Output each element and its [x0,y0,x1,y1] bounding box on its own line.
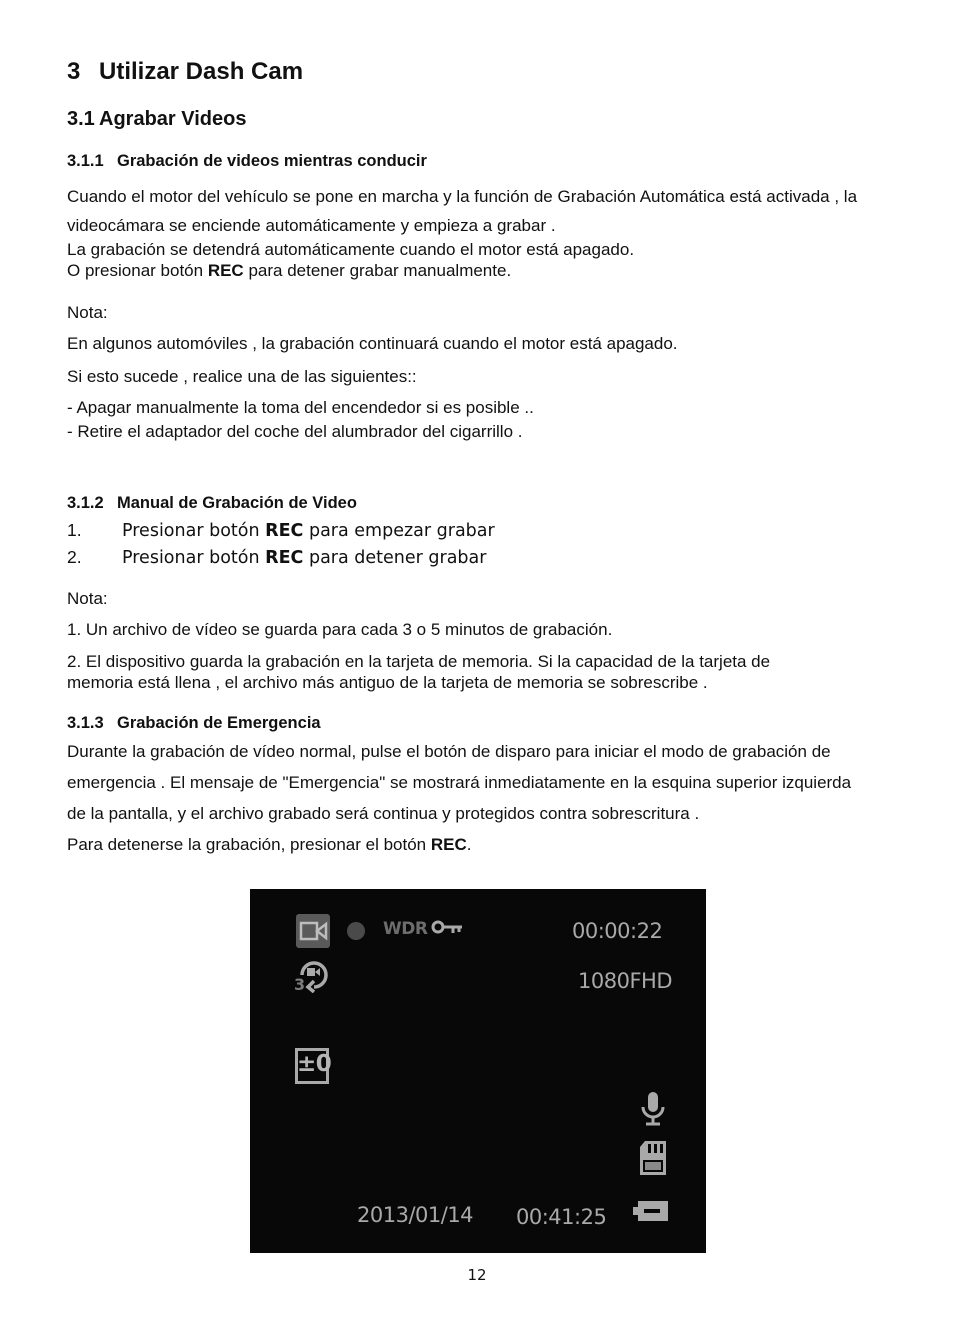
record-dot-icon [346,921,366,941]
dashcam-screen-figure [250,889,706,1253]
note-line: 1. Un archivo de vídeo se guarda para cada 3 o 5 minutos de grabación. [67,620,613,639]
paragraph-line [67,261,511,281]
section-heading [67,108,246,131]
rec-keyword: REC [207,261,244,280]
text-fragment: para detener grabar manualmente. [243,261,512,280]
section-title: Agrabar Videos [99,108,247,130]
battery-icon [632,1199,670,1223]
video-mode-icon [295,913,331,949]
note-line: memoria está llena , el archivo más antiguo de la tarjeta de memoria se sobrescribe . [67,673,708,692]
date-stamp: 2013/01/14 [357,1203,474,1227]
subsection-title: Manual de Grabación de Video [117,494,357,512]
paragraph-line: emergencia . El mensaje de "Emergencia" se mostrará inmediatamente en la esquina superior izquierda [67,773,852,792]
note-label: Nota: [67,303,108,322]
page-number: 12 [467,1266,487,1284]
note-line: 2. El dispositivo guarda la grabación en la tarjeta de memoria. Si la capacidad de la tarjeta de [67,652,771,671]
subsection-heading-2 [67,494,357,513]
text-fragment: Para detenerse la grabación, presionar el botón [67,835,431,854]
paragraph-line: de la pantalla, y el archivo grabado será continua y protegidos contra sobrescritura . [67,804,700,823]
paragraph-line: Cuando el motor del vehículo se pone en marcha y la función de Grabación Automática está activada , la [67,187,858,206]
subsection-title: Grabación de Emergencia [117,714,321,732]
step-item [67,547,486,568]
chapter-title: Utilizar Dash Cam [99,58,304,85]
wdr-icon: WDR [383,919,428,939]
note-line: En algunos automóviles , la grabación continuará cuando el motor está apagado. [67,334,678,353]
note-line: Si esto sucede , realice una de las siguientes:: [67,367,417,386]
note-line: - Retire el adaptador del coche del alumbrador del cigarrillo . [67,422,523,441]
subsection-number: 3.1.2 [67,494,104,512]
text-fragment: Presionar botón [122,521,266,541]
rec-keyword: REC [430,835,467,854]
text-fragment: O presionar botón [67,261,208,280]
elapsed-time: 00:00:22 [572,919,663,943]
sd-card-icon [638,1140,668,1176]
step-number: 1. [67,520,82,540]
clock-stamp: 00:41:25 [516,1205,607,1229]
subsection-title: Grabación de videos mientras conducir [117,152,427,170]
microphone-icon [640,1091,666,1127]
rec-keyword: REC [265,521,304,541]
paragraph-line: Durante la grabación de vídeo normal, pulse el botón de disparo para iniciar el modo de grabación de [67,742,831,761]
step-number: 2. [67,547,82,567]
paragraph-line [67,835,472,855]
exposure-value: ±0 [297,1051,332,1077]
section-number: 3.1 [67,108,95,130]
note-label: Nota: [67,589,108,608]
text-fragment: para empezar grabar [303,521,495,541]
key-lock-icon [431,919,465,937]
resolution-label: 1080FHD [578,969,672,993]
text-fragment: para detener grabar [303,548,487,568]
paragraph-line: videocámara se enciende automáticamente y empieza a grabar . [67,216,556,235]
rec-keyword: REC [265,548,304,568]
paragraph-line: La grabación se detendrá automáticamente cuando el motor está apagado. [67,240,635,259]
note-line: - Apagar manualmente la toma del encendedor si es posible .. [67,398,534,417]
chapter-number: 3 [67,58,81,85]
subsection-number: 3.1.1 [67,152,104,170]
subsection-heading-3 [67,714,321,733]
chapter-heading [67,58,303,86]
text-fragment: Presionar botón [122,548,266,568]
step-item [67,520,495,541]
subsection-number: 3.1.3 [67,714,104,732]
loop-minutes: 3 [294,975,305,994]
text-fragment: . [466,835,472,854]
subsection-heading-1 [67,152,427,171]
